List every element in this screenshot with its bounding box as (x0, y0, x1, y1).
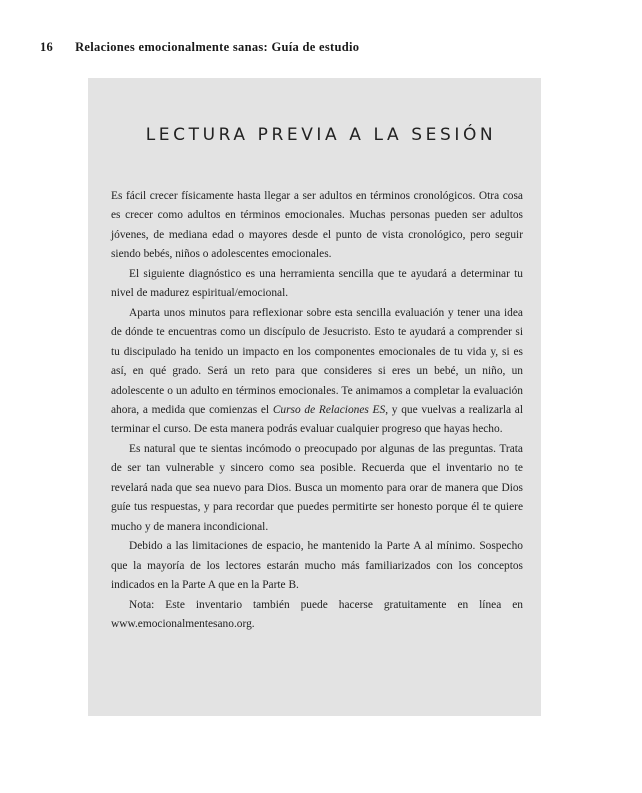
paragraph-3-text-start: Aparta unos minutos para reflexionar sobre esta sencilla evaluación y tener una idea de dónde te encuentras como un discípulo de Jesucristo. Esto te ayudará a comprender si tu discipulado ha tenido un impacto en los componentes emocionales de tu vida y, si es así, en qué grado. Será un reto para que consideres si eres un bebé, un niño, un adolescente o un adulto en términos emocionales. Te animamos a completar la evaluación ahora, a medida que comienzas el (111, 306, 523, 416)
running-title: Relaciones emocionalmente sanas: Guía de estudio (75, 40, 360, 54)
paragraph-3 (111, 304, 523, 440)
paragraph-2: El siguiente diagnóstico es una herramienta sencilla que te ayudará a determinar tu nivel de madurez espiritual/emocional. (111, 267, 523, 300)
section-body (111, 187, 523, 634)
paragraph-4: Es natural que te sientas incómodo o preocupado por algunas de las preguntas. Trata de ser tan vulnerable y sincero como sea posible. Recuerda que el inventario no te revelará nada que sea nuevo para Dios. Busca un momento para orar de manera que Dios guíe tus respuestas, y para recordar que puedes permitirte ser honesto porque él te quiere mucho y de manera incondicional. (111, 442, 523, 533)
running-header (40, 40, 359, 55)
paragraph-5: Debido a las limitaciones de espacio, he mantenido la Parte A al mínimo. Sospecho que la mayoría de los lectores estarán mucho más familiarizados con los conceptos indicados en la Parte A que en la Parte B. (111, 540, 523, 592)
paragraph-6: Nota: Este inventario también puede hacerse gratuitamente en línea en www.emocionalmentesano.org. (111, 598, 523, 630)
course-name: Curso de Relaciones ES (272, 403, 386, 416)
section-title: LECTURA PREVIA A LA SESIÓN (145, 125, 497, 145)
page-number: 16 (40, 40, 54, 54)
paragraph-3-text-end: , y que vuelvas a realizarla al terminar el curso. De esta manera podrás evaluar cualquier progreso que hayas hecho. (111, 403, 523, 436)
paragraph-1: Es fácil crecer físicamente hasta llegar a ser adultos en términos cronológicos. Otra cosa es crecer como adultos en términos emocionales. Muchas personas pueden ser adultos jóvenes, de mediana edad o mayores desde el punto de vista cronológico, pero seguir siendo bebés, niños o adolescentes emocionales. (111, 190, 523, 261)
